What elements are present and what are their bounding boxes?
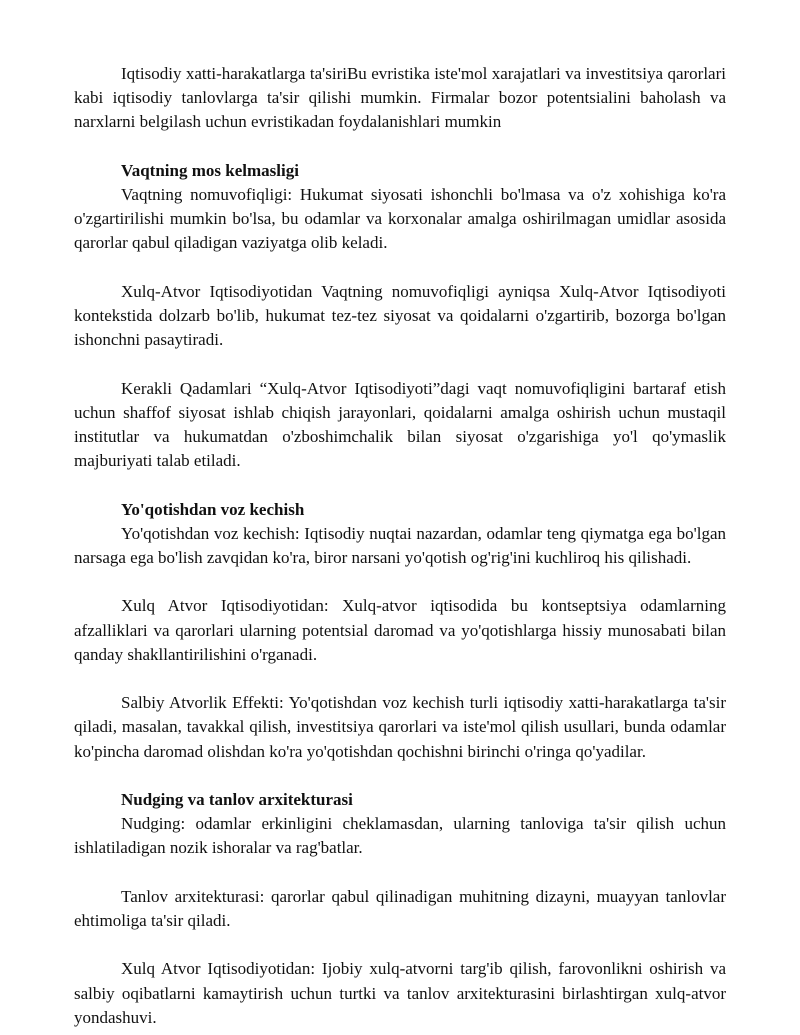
paragraph-spacer — [74, 667, 726, 691]
paragraph-loss-aversion-definition: Yo'qotishdan voz kechish: Iqtisodiy nuqtai nazardan, odamlar teng qiymatga ega bo'lgan narsaga ega bo'lish zavqidan ko'ra, biror narsani yo'qotish og'rig'ini kuchliroq his qilishadi. — [74, 523, 726, 567]
paragraph-spacer — [74, 570, 726, 594]
paragraph-time-inconsistency-definition: Vaqtning nomuvofiqligi: Hukumat siyosati ishonchli bo'lmasa va o'z xohishiga ko'ra o'zgartirilishi mumkin bo'lsa, bu odamlar va korxonalar amalga oshirilmagan umidlar asosida qarorlar qabul qiladigan vaziyatga olib keladi. — [74, 185, 726, 253]
paragraph-spacer — [74, 933, 726, 957]
paragraph-time-inconsistency-behavioral: Xulq-Atvor Iqtisodiyotidan Vaqtning nomuvofiqligi ayniqsa Xulq-Atvor Iqtisodiyoti kontekstida dolzarb bo'lib, hukumat tez-tez siyosat va qoidalarni o'zgartirib, bozorga bo'lgan ishonchni pasaytiradi. — [74, 281, 726, 350]
paragraph-nudging-definition: Nudging: odamlar erkinligini cheklamasdan, ularning tanloviga ta'sir qilish uchun ishlatiladigan nozik ishoralar va rag'batlar. — [74, 814, 726, 858]
paragraph-spacer — [74, 135, 726, 159]
section-heading-time-inconsistency: Vaqtning mos kelmasligi — [121, 160, 299, 180]
paragraph-spacer — [74, 861, 726, 885]
paragraph-nudging-behavioral: Xulq Atvor Iqtisodiyotidan: Ijobiy xulq-atvorni targ'ib qilish, farovonlikni oshirish va salbiy oqibatlarni kamaytirish uchun turtki va tanlov arxitekturasini birlashtirgan xulq-atvor yondashuvi. — [74, 959, 726, 1027]
paragraph-spacer — [74, 352, 726, 376]
section-heading-loss-aversion: Yo'qotishdan voz kechish — [121, 499, 305, 519]
paragraph-spacer — [74, 764, 726, 788]
paragraph-spacer — [74, 256, 726, 280]
paragraph-choice-architecture: Tanlov arxitekturasi: qarorlar qabul qilinadigan muhitning dizayni, muayyan tanlovlar ehtimoliga ta'sir qiladi. — [74, 886, 726, 930]
document-page — [74, 62, 726, 1030]
paragraph-loss-aversion-behavioral: Xulq Atvor Iqtisodiyotidan: Xulq-atvor iqtisodida bu kontseptsiya odamlarning afzalliklari va qarorlari ularning potentsial daromad va yo'qotishlarga hissiy munosabati bilan qanday shakllantirilishini o'rganadi. — [74, 596, 726, 664]
paragraph-economic-behavior: Iqtisodiy xatti-harakatlarga ta'siriBu evristika iste'mol xarajatlari va investitsiya qarorlari kabi iqtisodiy tanlovlarga ta'sir qilishi mumkin. Firmalar bozor potentsialini baholash va narxlarni belgilash uchun evristikadan foydalanishlari mumkin — [74, 64, 726, 132]
paragraph-spacer — [74, 473, 726, 497]
section-heading-nudging: Nudging va tanlov arxitekturasi — [121, 789, 353, 809]
paragraph-required-steps: Kerakli Qadamlari “Xulq-Atvor Iqtisodiyoti”dagi vaqt nomuvofiqligini bartaraf etish uchun shaffof siyosat ishlab chiqish jarayonlari, qoidalarni amalga oshirish uchun mustaqil institutlar va hukumatdan o'zboshimchalik bilan siyosat o'zgarishiga yo'l qo'ymaslik majburiyati talab etiladi. — [74, 378, 726, 471]
paragraph-negative-effect: Salbiy Atvorlik Effekti: Yo'qotishdan voz kechish turli iqtisodiy xatti-harakatlarga ta'sir qiladi, masalan, tavakkal qilish, investitsiya qarorlari va iste'mol qilish usullari, bunda odamlar ko'pincha daromad olishdan ko'ra yo'qotishdan qochishni birinchi o'ringa qo'yadilar. — [74, 693, 726, 761]
